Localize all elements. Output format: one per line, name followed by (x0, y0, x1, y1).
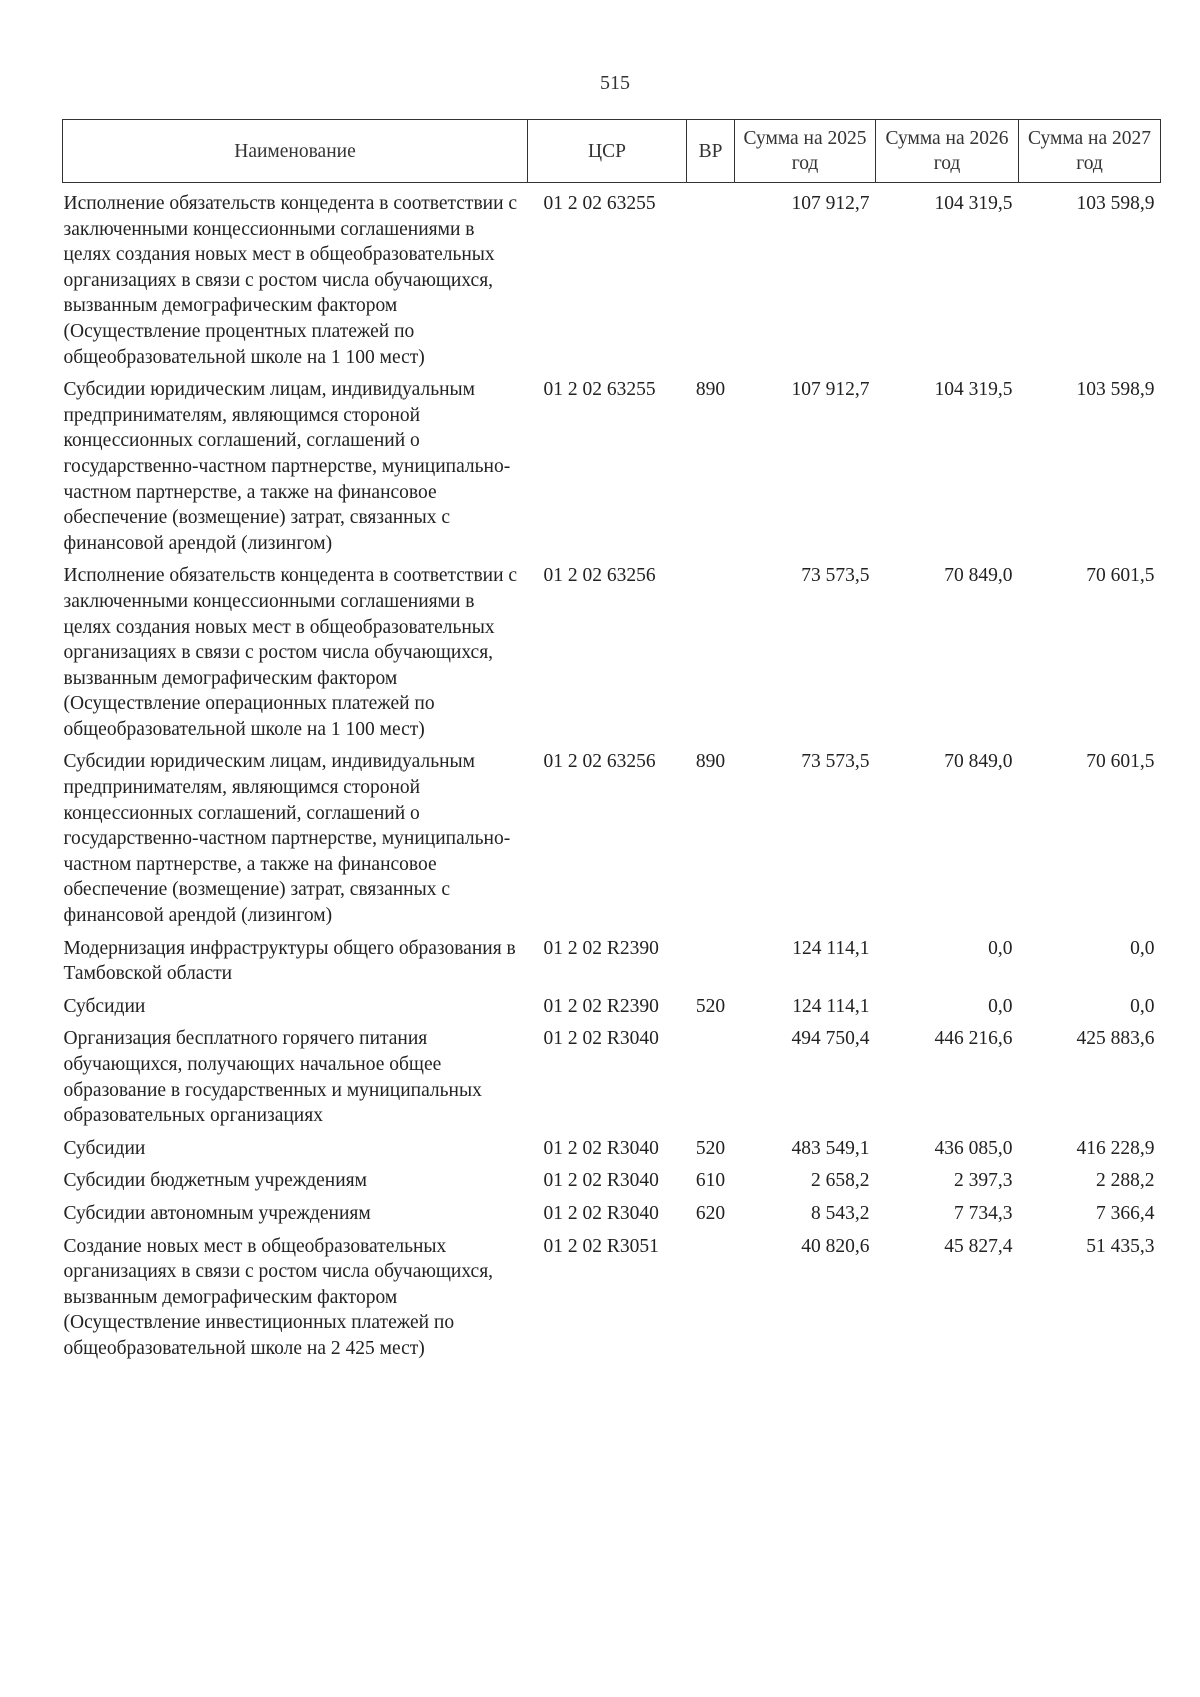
table-row (63, 1134, 1161, 1167)
row-sum-2027: 103 598,9 (1076, 193, 1155, 214)
row-vr: 890 (695, 751, 726, 773)
row-sum-2025: 2 658,2 (811, 1170, 870, 1192)
row-sum-2027: 51 435,3 (1086, 1235, 1155, 1257)
table-row (63, 1199, 1161, 1232)
row-csr: 01 2 02 63255 (543, 193, 656, 214)
row-sum-2027: 70 601,5 (1086, 751, 1155, 773)
row-name: Модернизация инфраструктуры общего образования в Тамбовской области (63, 937, 516, 985)
row-name: Субсидии (63, 1137, 146, 1159)
row-sum-2026: 104 319,5 (934, 193, 1013, 214)
row-name: Исполнение обязательств концедента в соответствии с заключенными концессионными соглашениями в целях создания новых мест в общеобразовательных организациях в связи с ростом числа обучающихся, вызванным демографическим фактором (Осуществление операционных платежей по общеобразовательной школе на 1 100 мест) (63, 565, 518, 740)
row-vr: 520 (695, 995, 726, 1017)
row-sum-2025: 40 820,6 (801, 1235, 870, 1257)
row-sum-2027: 425 883,6 (1076, 1028, 1155, 1050)
row-csr: 01 2 02 R3040 (543, 1202, 659, 1224)
table-row (63, 992, 1161, 1025)
row-sum-2025: 107 912,7 (791, 379, 870, 401)
header-csr: ЦСР (528, 120, 687, 183)
row-vr (687, 1024, 735, 1133)
table-row (63, 375, 1161, 561)
row-sum-2027: 7 366,4 (1096, 1202, 1155, 1224)
row-csr: 01 2 02 R3040 (543, 1170, 659, 1192)
row-sum-2025: 124 114,1 (792, 995, 870, 1017)
row-sum-2027: 70 601,5 (1086, 565, 1155, 587)
row-csr: 01 2 02 63255 (543, 379, 656, 401)
budget-table (62, 119, 1161, 1367)
header-sum-2025: Сумма на 2025 год (735, 120, 876, 183)
row-sum-2027: 0,0 (1130, 937, 1155, 959)
row-sum-2026: 436 085,0 (934, 1137, 1013, 1159)
row-sum-2026: 70 849,0 (944, 565, 1013, 587)
row-name: Субсидии бюджетным учреждениям (63, 1170, 367, 1192)
row-vr (687, 1232, 735, 1367)
row-csr: 01 2 02 R3051 (543, 1235, 659, 1257)
table-row (63, 1024, 1161, 1133)
row-csr: 01 2 02 R3040 (543, 1028, 659, 1050)
row-name: Субсидии юридическим лицам, индивидуальным предпринимателям, являющимся стороной концессионных соглашений, соглашений о государственно-частном партнерстве, муниципально-частном партнерстве, а также на финансовое обеспечение (возмещение) затрат, связанных с финансовой арендой (лизингом) (63, 379, 511, 554)
row-vr: 520 (695, 1137, 726, 1159)
table-row (63, 561, 1161, 747)
row-sum-2026: 70 849,0 (944, 751, 1013, 773)
row-sum-2025: 73 573,5 (801, 751, 870, 773)
table-row (63, 1166, 1161, 1199)
row-name: Субсидии юридическим лицам, индивидуальным предпринимателям, являющимся стороной концессионных соглашений, соглашений о государственно-частном партнерстве, муниципально-частном партнерстве, а также на финансовое обеспечение (возмещение) затрат, связанных с финансовой арендой (лизингом) (63, 751, 511, 927)
row-sum-2025: 483 549,1 (791, 1137, 870, 1159)
row-name: Субсидии автономным учреждениям (63, 1202, 371, 1224)
row-sum-2026: 0,0 (988, 937, 1013, 959)
row-csr: 01 2 02 R2390 (543, 995, 659, 1017)
row-sum-2025: 107 912,7 (791, 193, 870, 214)
row-csr: 01 2 02 63256 (543, 565, 656, 587)
row-name: Субсидии (63, 995, 146, 1017)
row-name: Создание новых мест в общеобразовательных организациях в связи с ростом числа обучающихся, вызванным демографическим фактором (Осуществление инвестиционных платежей по общеобразовательной школе на 2 425 мест) (63, 1235, 494, 1359)
row-vr (687, 561, 735, 747)
row-vr: 620 (695, 1202, 726, 1224)
header-name: Наименование (63, 120, 528, 183)
row-sum-2025: 73 573,5 (801, 565, 870, 587)
row-sum-2026: 2 397,3 (954, 1170, 1013, 1192)
row-sum-2026: 446 216,6 (934, 1028, 1013, 1050)
table-row (63, 183, 1161, 376)
header-sum-2026: Сумма на 2026 год (876, 120, 1019, 183)
table-header-row (63, 120, 1161, 183)
row-name: Организация бесплатного горячего питания обучающихся, получающих начальное общее образование в государственных и муниципальных образовательных организациях (63, 1028, 482, 1127)
row-name: Исполнение обязательств концедента в соответствии с заключенными концессионными соглашениями в целях создания новых мест в общеобразовательных организациях в связи с ростом числа обучающихся, вызванным демографическим фактором (Осуществление процентных платежей по общеобразовательной школе на 1 100 мест) (63, 193, 518, 368)
row-vr: 890 (695, 379, 726, 401)
row-sum-2027: 2 288,2 (1096, 1170, 1155, 1192)
row-csr: 01 2 02 R2390 (543, 937, 659, 959)
row-sum-2026: 45 827,4 (944, 1235, 1013, 1257)
table-row (63, 1232, 1161, 1367)
page-number: 515 (600, 72, 630, 94)
row-vr (687, 934, 735, 992)
row-sum-2025: 494 750,4 (791, 1028, 870, 1050)
row-vr (687, 183, 735, 376)
row-csr: 01 2 02 R3040 (543, 1137, 659, 1159)
row-sum-2027: 416 228,9 (1076, 1137, 1155, 1159)
table-row (63, 934, 1161, 992)
table-row (63, 747, 1161, 933)
row-sum-2027: 103 598,9 (1076, 379, 1155, 401)
row-sum-2026: 104 319,5 (934, 379, 1013, 401)
header-sum-2027: Сумма на 2027 год (1019, 120, 1161, 183)
row-sum-2025: 124 114,1 (792, 937, 870, 959)
row-sum-2026: 7 734,3 (954, 1202, 1013, 1224)
row-vr: 610 (695, 1170, 726, 1192)
row-csr: 01 2 02 63256 (543, 751, 656, 773)
row-sum-2025: 8 543,2 (811, 1202, 870, 1224)
header-vr: ВР (687, 120, 735, 183)
row-sum-2027: 0,0 (1130, 995, 1155, 1017)
row-sum-2026: 0,0 (988, 995, 1013, 1017)
